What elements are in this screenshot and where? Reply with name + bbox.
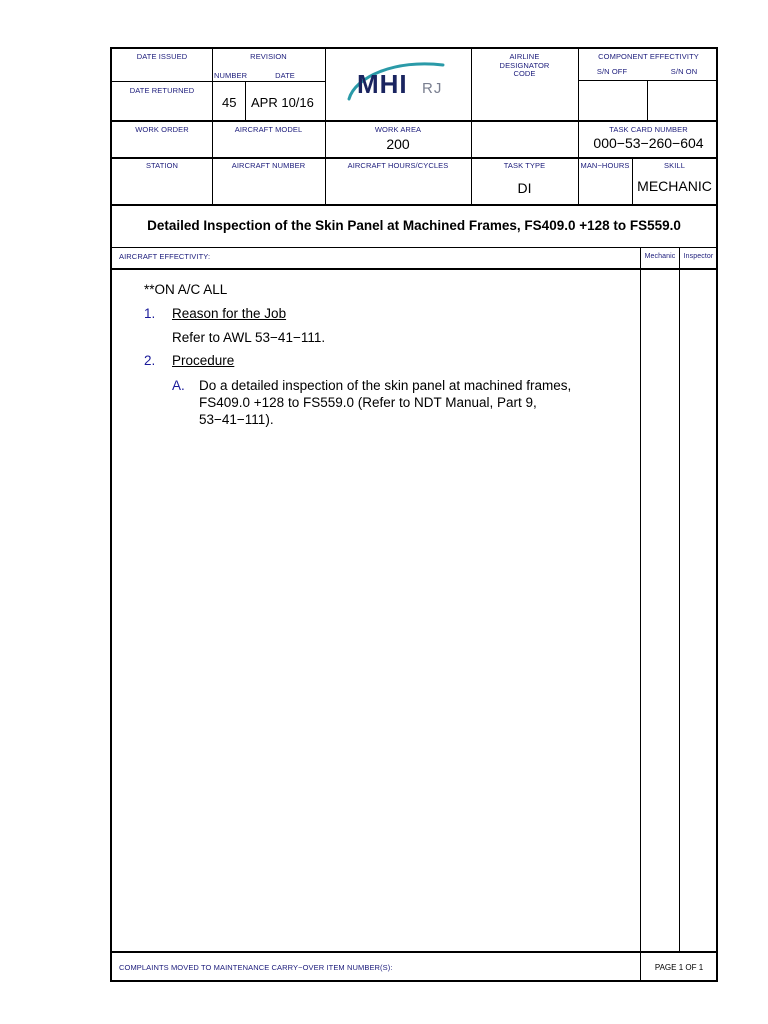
page-number: PAGE 1 OF 1 xyxy=(654,963,704,972)
revision-date-label: DATE xyxy=(275,71,295,80)
airline-label-2: DESIGNATOR xyxy=(499,61,550,70)
date-returned-label: DATE RETURNED xyxy=(129,86,195,95)
applicability-text: **ON A/C ALL xyxy=(144,282,228,297)
skill-label: SKILL xyxy=(664,161,685,170)
sn-on-label: S/N ON xyxy=(670,67,698,76)
station-label: STATION xyxy=(145,161,179,170)
revision-date-value: APR 10/16 xyxy=(251,95,314,110)
step-1-title: Reason for the Job xyxy=(172,306,287,321)
sn-off-label: S/N OFF xyxy=(596,67,628,76)
date-issued-label: DATE ISSUED xyxy=(136,52,188,61)
step-a-number: A. xyxy=(172,378,185,393)
mhirj-logo xyxy=(335,55,463,111)
work-order-label: WORK ORDER xyxy=(135,125,189,134)
skill-value: MECHANIC xyxy=(637,178,712,194)
logo-text-sub: RJ xyxy=(422,80,443,97)
component-effectivity-label: COMPONENT EFFECTIVITY xyxy=(598,52,699,61)
airline-label-3: CODE xyxy=(513,69,536,78)
work-area-value: 200 xyxy=(386,136,410,152)
mechanic-column-label: Mechanic xyxy=(644,253,676,260)
step-a-line-3: 53−41−111). xyxy=(199,412,274,427)
task-card-number-value: 000−53−260−604 xyxy=(593,135,704,151)
step-1-number: 1. xyxy=(144,306,156,321)
step-1-text: Refer to AWL 53−41−111. xyxy=(172,330,326,345)
revision-label: REVISION xyxy=(250,52,287,61)
task-type-value: DI xyxy=(517,180,532,196)
step-2-number: 2. xyxy=(144,353,156,368)
aircraft-number-label: AIRCRAFT NUMBER xyxy=(231,161,306,170)
task-type-label: TASK TYPE xyxy=(503,161,546,170)
revision-number-label: NUMBER xyxy=(214,71,248,80)
man-hours-label: MAN−HOURS xyxy=(580,161,630,170)
work-area-label: WORK AREA xyxy=(374,125,422,134)
aircraft-model-label: AIRCRAFT MODEL xyxy=(234,125,303,134)
task-title: Detailed Inspection of the Skin Panel at Machined Frames, FS409.0 +128 to FS559.0 xyxy=(147,218,681,233)
inspector-column-label: Inspector xyxy=(683,253,714,260)
task-card-number-label: TASK CARD NUMBER xyxy=(609,125,688,134)
step-2-title: Procedure xyxy=(172,353,235,368)
step-a-line-2: FS409.0 +128 to FS559.0 (Refer to NDT Manual, Part 9, xyxy=(199,395,537,410)
step-a-line-1: Do a detailed inspection of the skin panel at machined frames, xyxy=(199,378,572,393)
revision-number-value: 45 xyxy=(222,95,237,110)
complaints-label: COMPLAINTS MOVED TO MAINTENANCE CARRY−OVER ITEM NUMBER(S): xyxy=(119,963,393,972)
logo-text-main: MHI xyxy=(357,69,408,99)
airline-label-1: AIRLINE xyxy=(509,52,540,61)
aircraft-hours-label: AIRCRAFT HOURS/CYCLES xyxy=(347,161,449,170)
aircraft-effectivity-label: AIRCRAFT EFFECTIVITY: xyxy=(119,252,211,261)
